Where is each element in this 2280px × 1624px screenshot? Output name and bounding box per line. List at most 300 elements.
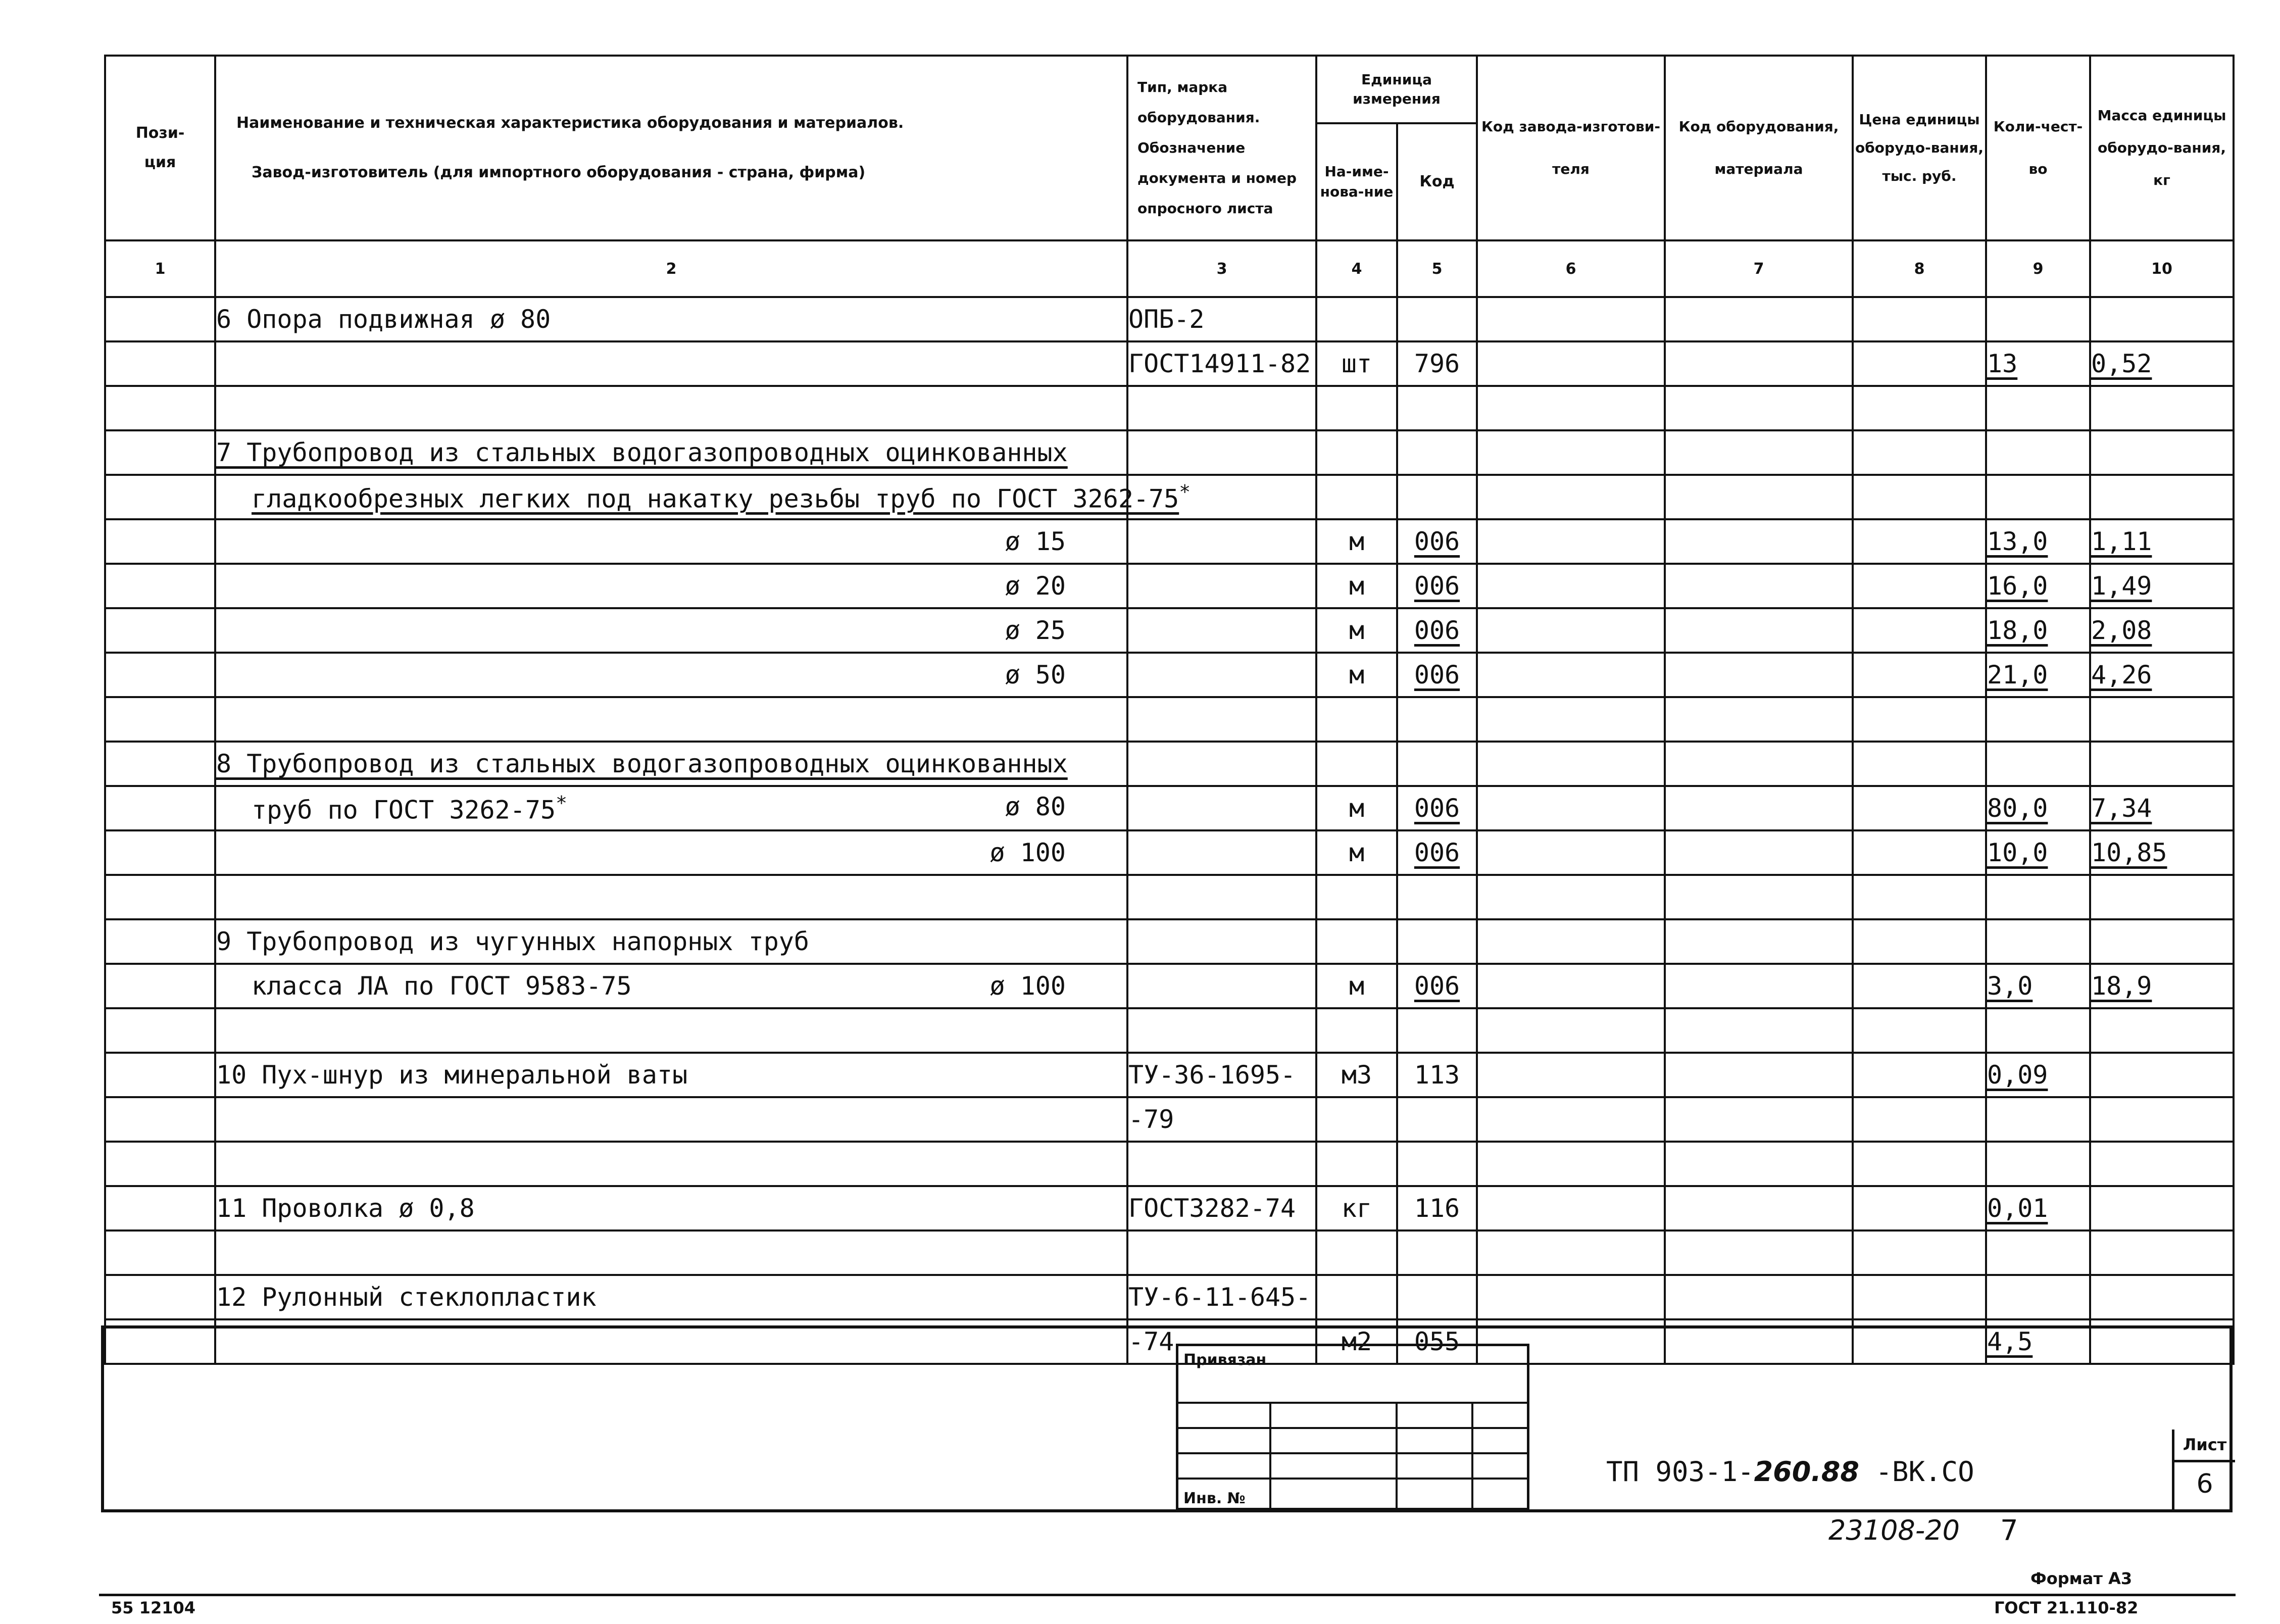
unit-cell-text: м bbox=[1349, 527, 1365, 556]
maker-code-cell bbox=[1477, 564, 1665, 608]
stamp-line bbox=[1178, 1478, 1527, 1480]
position-cell bbox=[105, 1097, 215, 1142]
doc-cell bbox=[1127, 1275, 1316, 1319]
mass-cell bbox=[2090, 964, 2234, 1008]
quantity-cell bbox=[1986, 1231, 2090, 1275]
name-cell bbox=[215, 1231, 1127, 1275]
mass-cell bbox=[2090, 386, 2234, 430]
code-cell bbox=[1397, 608, 1477, 653]
column-number: 8 bbox=[1853, 240, 1986, 297]
quantity-cell bbox=[1986, 1142, 2090, 1186]
material-code-cell bbox=[1665, 608, 1853, 653]
maker-code-cell bbox=[1477, 1053, 1665, 1097]
quantity-cell-text: 13,0 bbox=[1987, 527, 2048, 556]
price-cell bbox=[1853, 919, 1986, 964]
table-row bbox=[105, 653, 2234, 697]
table-row bbox=[105, 1142, 2234, 1186]
position-cell bbox=[105, 475, 215, 519]
code-cell bbox=[1397, 1186, 1477, 1231]
position-cell bbox=[105, 297, 215, 341]
header-name: Наименование и техническая характеристика оборудования и материалов. Завод-изготовитель (для импортного оборудования - страна, фирма) bbox=[215, 56, 1127, 240]
maker-code-cell bbox=[1477, 919, 1665, 964]
quantity-cell bbox=[1986, 475, 2090, 519]
name-cell bbox=[215, 386, 1127, 430]
quantity-cell bbox=[1986, 830, 2090, 875]
code-cell bbox=[1397, 430, 1477, 475]
mass-cell bbox=[2090, 742, 2234, 786]
doc-cell-text: -74 bbox=[1128, 1327, 1174, 1356]
name-cell bbox=[215, 1008, 1127, 1053]
code-cell bbox=[1397, 919, 1477, 964]
footer-code: 55 12104 bbox=[111, 1598, 195, 1617]
mass-cell bbox=[2090, 1275, 2234, 1319]
unit-cell-text: м2 bbox=[1341, 1327, 1372, 1356]
price-cell bbox=[1853, 1097, 1986, 1142]
doc-cell bbox=[1127, 297, 1316, 341]
mass-cell-text: 10,85 bbox=[2091, 838, 2167, 867]
unit-cell bbox=[1316, 1008, 1397, 1053]
stamp-line bbox=[1396, 1402, 1398, 1510]
unit-cell-text: м bbox=[1349, 794, 1365, 823]
maker-code-cell bbox=[1477, 519, 1665, 564]
column-number: 10 bbox=[2090, 240, 2234, 297]
maker-code-cell bbox=[1477, 430, 1665, 475]
quantity-cell bbox=[1986, 1053, 2090, 1097]
name-text: 12 Рулонный стеклопластик bbox=[216, 1283, 597, 1312]
mass-cell-text: 4,26 bbox=[2091, 660, 2152, 690]
table-row bbox=[105, 742, 2234, 786]
position-cell bbox=[105, 564, 215, 608]
code-cell bbox=[1397, 1097, 1477, 1142]
table-row bbox=[105, 830, 2234, 875]
material-code-cell bbox=[1665, 1231, 1853, 1275]
position-cell bbox=[105, 519, 215, 564]
price-cell bbox=[1853, 297, 1986, 341]
quantity-cell bbox=[1986, 519, 2090, 564]
name-cell bbox=[215, 919, 1127, 964]
mass-cell bbox=[2090, 519, 2234, 564]
diameter-text: ø 100 bbox=[989, 971, 1066, 1001]
sheet-label: Лист bbox=[2174, 1430, 2235, 1462]
code-cell-text: 116 bbox=[1414, 1194, 1460, 1223]
unit-cell bbox=[1316, 1097, 1397, 1142]
quantity-cell-text: 80,0 bbox=[1987, 794, 2048, 823]
name-text: 10 Пух-шнур из минеральной ваты bbox=[216, 1060, 688, 1090]
table-row bbox=[105, 1275, 2234, 1319]
unit-cell bbox=[1316, 519, 1397, 564]
unit-cell bbox=[1316, 386, 1397, 430]
table-row bbox=[105, 1053, 2234, 1097]
name-cell bbox=[215, 697, 1127, 742]
position-cell bbox=[105, 875, 215, 919]
code-cell bbox=[1397, 475, 1477, 519]
name-cell bbox=[215, 653, 1127, 697]
code-cell bbox=[1397, 386, 1477, 430]
maker-code-cell bbox=[1477, 297, 1665, 341]
price-cell bbox=[1853, 1142, 1986, 1186]
price-cell bbox=[1853, 1053, 1986, 1097]
unit-cell-text: шт bbox=[1341, 349, 1372, 378]
material-code-cell bbox=[1665, 1142, 1853, 1186]
position-cell bbox=[105, 830, 215, 875]
position-cell bbox=[105, 1008, 215, 1053]
mass-cell bbox=[2090, 1186, 2234, 1231]
material-code-cell bbox=[1665, 1008, 1853, 1053]
material-code-cell bbox=[1665, 964, 1853, 1008]
price-cell bbox=[1853, 964, 1986, 1008]
doc-cell-text: ТУ-6-11-645- bbox=[1128, 1283, 1311, 1312]
name-text: ø 50 bbox=[1005, 660, 1066, 690]
unit-cell bbox=[1316, 697, 1397, 742]
name-cell bbox=[215, 297, 1127, 341]
quantity-cell bbox=[1986, 1097, 2090, 1142]
material-code-cell bbox=[1665, 1275, 1853, 1319]
name-cell bbox=[215, 608, 1127, 653]
code-cell bbox=[1397, 564, 1477, 608]
table-row bbox=[105, 519, 2234, 564]
position-cell bbox=[105, 742, 215, 786]
column-number: 1 bbox=[105, 240, 215, 297]
name-text: ø 100 bbox=[989, 838, 1066, 867]
position-cell bbox=[105, 1275, 215, 1319]
maker-code-cell bbox=[1477, 742, 1665, 786]
mass-cell bbox=[2090, 653, 2234, 697]
mass-cell bbox=[2090, 608, 2234, 653]
doc-cell bbox=[1127, 919, 1316, 964]
column-number: 9 bbox=[1986, 240, 2090, 297]
table-row bbox=[105, 919, 2234, 964]
material-code-cell bbox=[1665, 786, 1853, 830]
table-row bbox=[105, 964, 2234, 1008]
maker-code-cell bbox=[1477, 697, 1665, 742]
price-cell bbox=[1853, 786, 1986, 830]
doc-cell bbox=[1127, 742, 1316, 786]
table-row bbox=[105, 341, 2234, 386]
quantity-cell bbox=[1986, 1275, 2090, 1319]
name-cell bbox=[215, 519, 1127, 564]
name-cell bbox=[215, 564, 1127, 608]
mass-cell bbox=[2090, 297, 2234, 341]
doc-cell bbox=[1127, 608, 1316, 653]
code-cell-text: 796 bbox=[1414, 349, 1460, 378]
code-cell-text: 006 bbox=[1414, 794, 1460, 823]
unit-cell bbox=[1316, 919, 1397, 964]
name-cell bbox=[215, 742, 1127, 786]
maker-code-cell bbox=[1477, 475, 1665, 519]
code-cell bbox=[1397, 1275, 1477, 1319]
name-text: 6 Опора подвижная ø 80 bbox=[216, 305, 551, 334]
document-designation: ТП 903-1-260.88 -ВК.СО bbox=[1606, 1456, 1974, 1488]
unit-cell bbox=[1316, 341, 1397, 386]
code-cell bbox=[1397, 653, 1477, 697]
code-cell bbox=[1397, 519, 1477, 564]
position-cell bbox=[105, 1231, 215, 1275]
table-row bbox=[105, 1097, 2234, 1142]
mass-cell-text: 2,08 bbox=[2091, 616, 2152, 645]
name-text: 11 Проволка ø 0,8 bbox=[216, 1194, 475, 1223]
name-cell bbox=[215, 1275, 1127, 1319]
position-cell bbox=[105, 786, 215, 830]
column-number: 2 bbox=[215, 240, 1127, 297]
header-mass: Масса единицы оборудо-вания, кг bbox=[2090, 56, 2234, 240]
doc-cell bbox=[1127, 830, 1316, 875]
table-row bbox=[105, 475, 2234, 519]
unit-cell-text: м bbox=[1349, 838, 1365, 867]
mass-cell bbox=[2090, 786, 2234, 830]
position-cell bbox=[105, 341, 215, 386]
position-cell bbox=[105, 608, 215, 653]
table-row bbox=[105, 430, 2234, 475]
header-unit-name: На-име-нова-ние bbox=[1316, 123, 1397, 240]
attachment-stamp bbox=[1176, 1344, 1529, 1510]
position-cell bbox=[105, 430, 215, 475]
column-number: 4 bbox=[1316, 240, 1397, 297]
quantity-cell bbox=[1986, 386, 2090, 430]
maker-code-cell bbox=[1477, 653, 1665, 697]
footer-gost: ГОСТ 21.110-82 bbox=[1994, 1598, 2139, 1617]
name-text: 7 Трубопровод из стальных водогазопроводных оцинкованных bbox=[216, 438, 1068, 467]
doc-cell-text: -79 bbox=[1128, 1105, 1174, 1134]
material-code-cell bbox=[1665, 1097, 1853, 1142]
mass-cell-text: 0,52 bbox=[2091, 349, 2152, 378]
stamp-line bbox=[1178, 1402, 1527, 1404]
doc-cell bbox=[1127, 1097, 1316, 1142]
quantity-cell bbox=[1986, 697, 2090, 742]
header-row bbox=[105, 56, 2234, 123]
unit-cell-text: м bbox=[1349, 571, 1365, 601]
stamp-line bbox=[1269, 1402, 1271, 1510]
mass-cell bbox=[2090, 697, 2234, 742]
header-doc: Тип, марка оборудования. Обозначение документа и номер опросного листа bbox=[1127, 56, 1316, 240]
name-cell bbox=[215, 875, 1127, 919]
mass-cell bbox=[2090, 1231, 2234, 1275]
unit-cell-text: м bbox=[1349, 971, 1365, 1001]
name-text: 8 Трубопровод из стальных водогазопроводных оцинкованных bbox=[216, 749, 1068, 778]
unit-cell-text: м bbox=[1349, 616, 1365, 645]
table-row bbox=[105, 786, 2234, 830]
name-cell bbox=[215, 830, 1127, 875]
price-cell bbox=[1853, 875, 1986, 919]
header-position: Пози- ция bbox=[105, 56, 215, 240]
mass-cell-text: 18,9 bbox=[2091, 971, 2152, 1001]
table-row bbox=[105, 608, 2234, 653]
material-code-cell bbox=[1665, 475, 1853, 519]
code-cell-text: 055 bbox=[1414, 1327, 1460, 1356]
mass-cell bbox=[2090, 341, 2234, 386]
table-row bbox=[105, 386, 2234, 430]
quantity-cell bbox=[1986, 964, 2090, 1008]
quantity-cell bbox=[1986, 297, 2090, 341]
maker-code-cell bbox=[1477, 830, 1665, 875]
unit-cell-text: кг bbox=[1341, 1194, 1372, 1223]
doc-cell-text: ГОСТ3282-74 bbox=[1128, 1194, 1296, 1223]
column-number: 5 bbox=[1397, 240, 1477, 297]
price-cell bbox=[1853, 430, 1986, 475]
price-cell bbox=[1853, 519, 1986, 564]
archive-number: 23108-20 bbox=[1828, 1514, 1960, 1546]
quantity-cell-text: 10,0 bbox=[1987, 838, 2048, 867]
price-cell bbox=[1853, 341, 1986, 386]
doc-cell bbox=[1127, 519, 1316, 564]
code-cell bbox=[1397, 297, 1477, 341]
handwritten-page: 7 bbox=[2000, 1514, 2018, 1547]
unit-cell bbox=[1316, 1142, 1397, 1186]
price-cell bbox=[1853, 742, 1986, 786]
position-cell bbox=[105, 919, 215, 964]
name-text: 9 Трубопровод из чугунных напорных труб bbox=[216, 927, 809, 956]
header-unit-group: Единица измерения bbox=[1316, 56, 1477, 123]
code-cell bbox=[1397, 1008, 1477, 1053]
code-cell bbox=[1397, 1053, 1477, 1097]
table-row bbox=[105, 1008, 2234, 1053]
code-cell-text: 006 bbox=[1414, 660, 1460, 690]
unit-cell bbox=[1316, 564, 1397, 608]
name-cell bbox=[215, 1053, 1127, 1097]
doc-cell-text: ТУ-36-1695- bbox=[1128, 1060, 1296, 1090]
mass-cell-text: 1,11 bbox=[2091, 527, 2152, 556]
name-cell bbox=[215, 1142, 1127, 1186]
code-cell bbox=[1397, 830, 1477, 875]
unit-cell bbox=[1316, 430, 1397, 475]
mass-cell bbox=[2090, 564, 2234, 608]
sheet-number: 6 bbox=[2196, 1469, 2213, 1499]
table-row bbox=[105, 697, 2234, 742]
material-code-cell bbox=[1665, 1186, 1853, 1231]
code-cell-text: 006 bbox=[1414, 527, 1460, 556]
name-cell bbox=[215, 1186, 1127, 1231]
name-text: ø 20 bbox=[1005, 571, 1066, 601]
name-cell bbox=[215, 964, 1127, 1008]
material-code-cell bbox=[1665, 875, 1853, 919]
doc-cell bbox=[1127, 341, 1316, 386]
material-code-cell bbox=[1665, 386, 1853, 430]
header-price: Цена единицы оборудо-вания, тыс. руб. bbox=[1853, 56, 1986, 240]
maker-code-cell bbox=[1477, 1186, 1665, 1231]
doc-cell bbox=[1127, 1053, 1316, 1097]
code-cell bbox=[1397, 742, 1477, 786]
mass-cell-text: 7,34 bbox=[2091, 794, 2152, 823]
quantity-cell bbox=[1986, 875, 2090, 919]
mass-cell bbox=[2090, 1053, 2234, 1097]
table-row bbox=[105, 875, 2234, 919]
doc-cell bbox=[1127, 1186, 1316, 1231]
quantity-cell-text: 16,0 bbox=[1987, 571, 2048, 601]
material-code-cell bbox=[1665, 519, 1853, 564]
doc-cell bbox=[1127, 653, 1316, 697]
column-number: 6 bbox=[1477, 240, 1665, 297]
maker-code-cell bbox=[1477, 386, 1665, 430]
quantity-cell-text: 0,09 bbox=[1987, 1060, 2048, 1090]
material-code-cell bbox=[1665, 742, 1853, 786]
position-cell bbox=[105, 697, 215, 742]
maker-code-cell bbox=[1477, 1008, 1665, 1053]
inventory-label: Инв. № bbox=[1183, 1490, 1246, 1507]
maker-code-cell bbox=[1477, 341, 1665, 386]
unit-cell bbox=[1316, 964, 1397, 1008]
price-cell bbox=[1853, 608, 1986, 653]
code-cell-text: 006 bbox=[1414, 838, 1460, 867]
mass-cell bbox=[2090, 1008, 2234, 1053]
name-text: класса ЛА по ГОСТ 9583-75 bbox=[252, 971, 632, 1001]
maker-code-cell bbox=[1477, 1275, 1665, 1319]
mass-cell bbox=[2090, 1142, 2234, 1186]
unit-cell bbox=[1316, 653, 1397, 697]
footnote-mark: * bbox=[556, 792, 567, 814]
position-cell bbox=[105, 964, 215, 1008]
unit-cell bbox=[1316, 875, 1397, 919]
table-row bbox=[105, 564, 2234, 608]
material-code-cell bbox=[1665, 564, 1853, 608]
code-cell-text: 006 bbox=[1414, 571, 1460, 601]
price-cell bbox=[1853, 1275, 1986, 1319]
maker-code-cell bbox=[1477, 964, 1665, 1008]
name-cell bbox=[215, 786, 1127, 830]
unit-cell bbox=[1316, 742, 1397, 786]
maker-code-cell bbox=[1477, 875, 1665, 919]
position-cell bbox=[105, 386, 215, 430]
code-cell bbox=[1397, 786, 1477, 830]
name-cell bbox=[215, 341, 1127, 386]
stamp-line bbox=[1471, 1402, 1473, 1510]
doc-cell bbox=[1127, 386, 1316, 430]
doc-cell bbox=[1127, 1231, 1316, 1275]
column-number: 3 bbox=[1127, 240, 1316, 297]
unit-cell bbox=[1316, 830, 1397, 875]
doc-cell-text: ОПБ-2 bbox=[1128, 305, 1205, 334]
table-row bbox=[105, 297, 2234, 341]
quantity-cell-text: 0,01 bbox=[1987, 1194, 2048, 1223]
footer-line bbox=[99, 1594, 2236, 1596]
name-cell bbox=[215, 430, 1127, 475]
code-cell bbox=[1397, 1231, 1477, 1275]
header-maker-code: Код завода-изготови-теля bbox=[1477, 56, 1665, 240]
code-cell-text: 006 bbox=[1414, 616, 1460, 645]
quantity-cell bbox=[1986, 653, 2090, 697]
maker-code-cell bbox=[1477, 1142, 1665, 1186]
material-code-cell bbox=[1665, 653, 1853, 697]
quantity-cell bbox=[1986, 786, 2090, 830]
unit-cell bbox=[1316, 786, 1397, 830]
unit-cell bbox=[1316, 1275, 1397, 1319]
header-quantity: Коли-чест-во bbox=[1986, 56, 2090, 240]
price-cell bbox=[1853, 653, 1986, 697]
price-cell bbox=[1853, 1231, 1986, 1275]
code-cell bbox=[1397, 341, 1477, 386]
quantity-cell bbox=[1986, 430, 2090, 475]
code-cell-text: 113 bbox=[1414, 1060, 1460, 1090]
mass-cell bbox=[2090, 430, 2234, 475]
price-cell bbox=[1853, 475, 1986, 519]
quantity-cell bbox=[1986, 919, 2090, 964]
diameter-text: ø 80 bbox=[1005, 792, 1066, 821]
position-cell bbox=[105, 653, 215, 697]
quantity-cell bbox=[1986, 341, 2090, 386]
stamp-line bbox=[1178, 1452, 1527, 1454]
name-cell bbox=[215, 1097, 1127, 1142]
unit-cell bbox=[1316, 1186, 1397, 1231]
doc-cell bbox=[1127, 1142, 1316, 1186]
price-cell bbox=[1853, 564, 1986, 608]
mass-cell-text: 1,49 bbox=[2091, 571, 2152, 601]
name-text: ø 15 bbox=[1005, 527, 1066, 556]
header-unit-code: Код bbox=[1397, 123, 1477, 240]
unit-cell-text: м3 bbox=[1341, 1060, 1372, 1090]
material-code-cell bbox=[1665, 297, 1853, 341]
maker-code-cell bbox=[1477, 608, 1665, 653]
doc-cell bbox=[1127, 697, 1316, 742]
doc-cell bbox=[1127, 786, 1316, 830]
mass-cell bbox=[2090, 875, 2234, 919]
